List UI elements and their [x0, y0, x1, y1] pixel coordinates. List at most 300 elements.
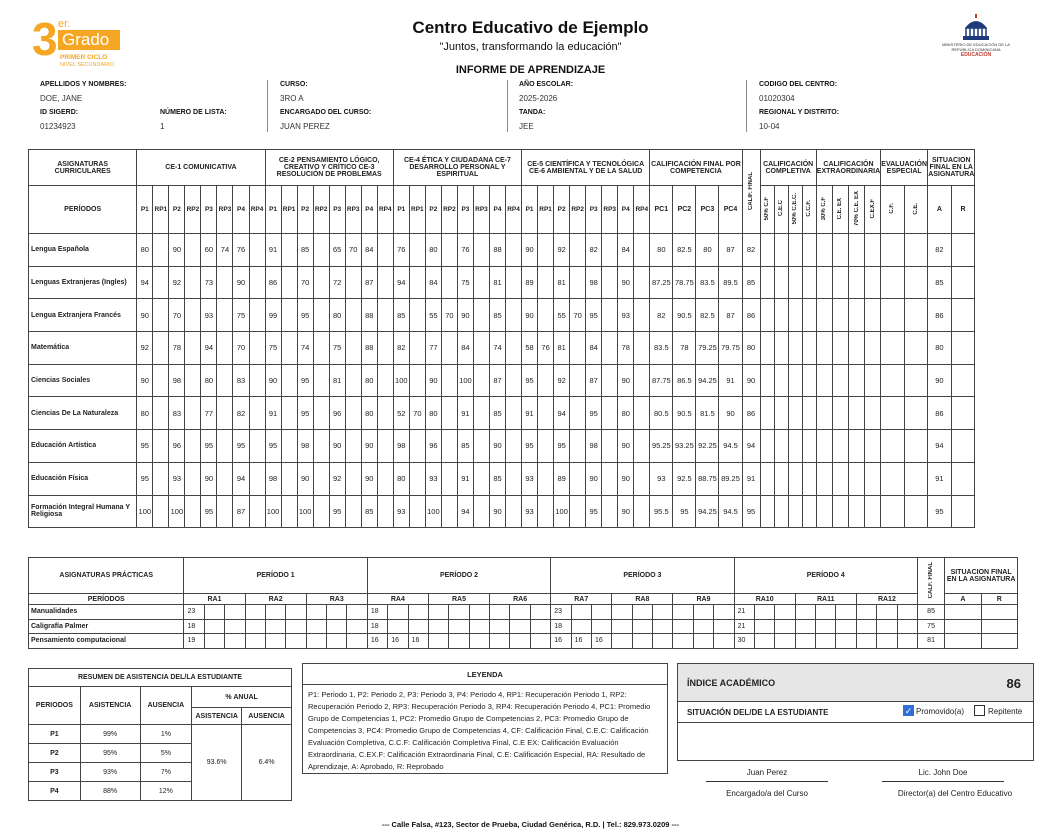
pc-cell: 82: [650, 299, 673, 332]
grade-cell: 91: [457, 397, 473, 430]
grade-cell: 94: [201, 332, 217, 365]
tutor-role: Encargado/a del Curso: [726, 789, 808, 798]
grade-cell: 100: [297, 495, 313, 528]
ra-cell: [327, 619, 347, 634]
grade-cell: 88: [361, 299, 377, 332]
ra-cell: [388, 619, 408, 634]
ra-cell: [306, 605, 326, 620]
subject-name: Lenguas Extranjeras (Ingles): [29, 266, 137, 299]
ra-cell: [571, 605, 591, 620]
empty-cell: [881, 397, 904, 430]
absence-value: 1%: [140, 725, 192, 744]
ra-cell: [591, 619, 611, 634]
grade-cell: [441, 462, 457, 495]
situation-col-header: R: [951, 186, 975, 234]
attendance-table: [28, 668, 292, 801]
practice-calf-header: [917, 558, 944, 605]
ra-cell: [775, 605, 795, 620]
grade-cell: [409, 234, 425, 267]
ra-cell: [856, 605, 876, 620]
period-col-header: P3: [329, 186, 345, 234]
grade-cell: [313, 234, 329, 267]
failed-cell: [951, 332, 975, 365]
grade-cell: 91: [522, 397, 538, 430]
pc-cell: 93.25: [673, 430, 696, 463]
student-tutor: JUAN PEREZ: [280, 122, 330, 131]
grade-cell: 80: [329, 299, 345, 332]
attendance-row: [29, 725, 292, 744]
annual-abs-header: AUSENCIA: [242, 708, 292, 725]
grade-cell: [281, 462, 297, 495]
grade-cell: 95: [297, 397, 313, 430]
grade-cell: [634, 234, 650, 267]
approved-cell: 86: [928, 299, 952, 332]
empty-cell: [848, 332, 864, 365]
grade-cell: 95: [522, 364, 538, 397]
grade-cell: 52: [393, 397, 409, 430]
grade-cell: [249, 364, 265, 397]
ra-cell: [265, 619, 285, 634]
situation-col-header: A: [928, 186, 952, 234]
grade-cell: [473, 266, 489, 299]
empty-cell: [904, 462, 927, 495]
grade-cell: [153, 462, 169, 495]
grade-cell: 60: [201, 234, 217, 267]
practice-subject-name: Manualidades: [29, 605, 184, 620]
grade-cell: 77: [201, 397, 217, 430]
grade-cell: [473, 397, 489, 430]
failed-cell: [951, 364, 975, 397]
footer-address: --- Calle Falsa, #123, Sector de Prueba, Ciudad Genérica, R.D. | Tel.: 829.973.0209 ---: [381, 820, 680, 829]
grade-cell: [281, 332, 297, 365]
grade-cell: 84: [361, 234, 377, 267]
pc-cell: 80: [650, 234, 673, 267]
repeat-checkbox[interactable]: [974, 705, 985, 716]
grade-cell: 94: [554, 397, 570, 430]
grade-cell: 76: [393, 234, 409, 267]
grade-cell: [570, 234, 586, 267]
grade-cell: 100: [169, 495, 185, 528]
ra-cell: 18: [367, 605, 387, 620]
ra-header: RA1: [184, 594, 245, 605]
complete-col-header: [788, 186, 802, 234]
special-col-header-text: C.E.: [912, 202, 919, 215]
ra-cell: [245, 619, 265, 634]
grades-row: [29, 495, 1004, 528]
ra-cell: [428, 619, 448, 634]
grade-cell: 75: [233, 299, 249, 332]
grade-cell: [281, 495, 297, 528]
ra-cell: [693, 619, 713, 634]
empty-cell: [832, 462, 848, 495]
empty-cell: [865, 495, 881, 528]
grade-cell: [313, 266, 329, 299]
situation-row: [678, 702, 1033, 723]
pc-cell: 92.25: [696, 430, 719, 463]
empty-cell: [832, 495, 848, 528]
grade-cell: [217, 332, 233, 365]
pc-cell: 79.75: [719, 332, 742, 365]
ra-header: RA7: [551, 594, 612, 605]
grade-cell: 89: [554, 462, 570, 495]
pc-cell: 89.25: [719, 462, 742, 495]
grade-cell: 76: [538, 332, 554, 365]
grade-cell: 85: [489, 462, 505, 495]
grade-level: NIVEL SECUNDARIO: [60, 62, 114, 68]
extra-col-header: [832, 186, 848, 234]
grade-cell: [538, 364, 554, 397]
calif-final-header-text: CALIF. FINAL: [748, 171, 755, 210]
failed-cell: [951, 266, 975, 299]
grade-cell: [506, 266, 522, 299]
grade-cell: [570, 364, 586, 397]
empty-cell: [774, 234, 788, 267]
grade-cell: [602, 364, 618, 397]
practice-row: [29, 605, 1018, 620]
grade-cell: 95: [297, 299, 313, 332]
ra-cell: [327, 605, 347, 620]
grade-cell: [153, 495, 169, 528]
grade-cell: [281, 299, 297, 332]
ra-cell: [632, 605, 652, 620]
grade-cell: 90: [233, 266, 249, 299]
grade-cell: 100: [393, 364, 409, 397]
grade-cell: [345, 299, 361, 332]
empty-cell: [760, 462, 774, 495]
empty-cell: [774, 397, 788, 430]
situation-label: SITUACIÓN DEL/DE LA ESTUDIANTE: [687, 708, 829, 717]
grade-cell: [506, 430, 522, 463]
complete-col-header-text: C.E.C: [778, 200, 785, 217]
grade-cell: [345, 495, 361, 528]
extra-col-header: [865, 186, 881, 234]
grade-cell: 95: [586, 397, 602, 430]
empty-cell: [881, 495, 904, 528]
period-col-header: RP1: [281, 186, 297, 234]
grade-cell: [313, 364, 329, 397]
director-role: Director(a) del Centro Educativo: [897, 789, 1013, 798]
ra-cell: 19: [184, 634, 204, 649]
ra-cell: [754, 605, 774, 620]
approved-cell: 91: [928, 462, 952, 495]
ce47-header: CE-4 ÉTICA Y CIUDADANA CE-7 DESARROLLO PERSONAL Y ESPIRITUAL: [393, 150, 521, 186]
period-col-header: RP4: [377, 186, 393, 234]
ce23-header: CE-2 PENSAMIENTO LÓGICO, CREATIVO Y CRÍTICO CE-3 RESOLUCIÓN DE PROBLEMAS: [265, 150, 393, 186]
empty-cell: [774, 299, 788, 332]
grade-cell: [506, 234, 522, 267]
practice-period-header: PERÍODO 2: [367, 558, 550, 594]
empty-cell: [760, 266, 774, 299]
ra-cell: [530, 634, 550, 649]
empty-cell: [904, 364, 927, 397]
empty-cell: [802, 397, 816, 430]
report-title: INFORME DE APRENDIZAJE: [455, 64, 606, 76]
practice-situation-col: R: [981, 594, 1017, 605]
attendance-value: 95%: [80, 744, 140, 763]
grade-cell: 70: [297, 266, 313, 299]
empty-cell: [848, 397, 864, 430]
empty-cell: [802, 266, 816, 299]
subject-name: Formación Integral Humana Y Religiosa: [29, 495, 137, 528]
ra-cell: [469, 634, 489, 649]
empty-cell: [774, 332, 788, 365]
absence-value: 7%: [140, 763, 192, 782]
grade-cell: [313, 332, 329, 365]
grade-cell: 65: [329, 234, 345, 267]
practice-cf-cell: 85: [917, 605, 944, 620]
annual-att-header: ASISTENCIA: [192, 708, 242, 725]
ce1-header: CE-1 COMUNICATIVA: [137, 150, 265, 186]
ra-cell: [286, 605, 306, 620]
practice-calf-header-text: CALF. FINAL: [928, 561, 935, 599]
ra-cell: 18: [184, 619, 204, 634]
grade-cell: 76: [233, 234, 249, 267]
ra-cell: [245, 634, 265, 649]
ra-cell: [510, 619, 530, 634]
grade-cell: [345, 364, 361, 397]
ra-header: RA4: [367, 594, 428, 605]
ra-cell: [714, 605, 734, 620]
grade-cell: [634, 332, 650, 365]
ra-cell: [428, 605, 448, 620]
grade-cell: [506, 495, 522, 528]
grade-cell: [409, 332, 425, 365]
ra-cell: 23: [184, 605, 204, 620]
ra-cell: [428, 634, 448, 649]
absence-value: 12%: [140, 782, 192, 801]
grade-cell: [185, 299, 201, 332]
ra-cell: [530, 605, 550, 620]
grade-cell: [602, 332, 618, 365]
empty-cell: [881, 332, 904, 365]
practice-subjects-header: ASIGNATURAS PRÁCTICAS: [29, 558, 184, 594]
grade-cell: 85: [297, 234, 313, 267]
grade-cell: 80: [201, 364, 217, 397]
grade-cell: 92: [554, 234, 570, 267]
grade-cell: 94: [233, 462, 249, 495]
grade-cell: 80: [425, 397, 441, 430]
ra-header: RA9: [673, 594, 734, 605]
ra-cell: [225, 634, 245, 649]
grade-cell: 55: [425, 299, 441, 332]
grade-cell: 84: [425, 266, 441, 299]
grades-row: [29, 299, 1004, 332]
grade-cell: 93: [425, 462, 441, 495]
grade-cell: [377, 364, 393, 397]
period-col-header: RP4: [506, 186, 522, 234]
attendance-value: 93%: [80, 763, 140, 782]
grade-cell: 80: [618, 397, 634, 430]
grade-cell: [538, 462, 554, 495]
period-col-header: RP3: [217, 186, 233, 234]
ra-cell: [836, 634, 856, 649]
grade-cell: 95: [201, 430, 217, 463]
period-col-header: RP2: [185, 186, 201, 234]
grade-cell: 73: [201, 266, 217, 299]
empty-cell: [832, 299, 848, 332]
grade-cell: [249, 332, 265, 365]
ra-cell: [897, 605, 917, 620]
period-col-header: P4: [361, 186, 377, 234]
ra-cell: [204, 619, 224, 634]
grade-cell: 90: [329, 430, 345, 463]
pc-cell: 86.5: [673, 364, 696, 397]
empty-cell: [881, 299, 904, 332]
empty-cell: [848, 462, 864, 495]
ra-cell: [347, 634, 367, 649]
grade-cell: [473, 299, 489, 332]
final-competency-header: CALIFICACIÓN FINAL POR COMPETENCIA: [650, 150, 742, 186]
ra-cell: [653, 634, 673, 649]
grade-cell: 95: [586, 299, 602, 332]
ra-cell: [795, 605, 815, 620]
school-year: 2025-2026: [519, 94, 558, 103]
repeat-label: Repitente: [988, 707, 1023, 716]
attendance-value: 88%: [80, 782, 140, 801]
region-district: 10-04: [759, 122, 780, 131]
grade-cell: [441, 234, 457, 267]
ra-cell: [632, 619, 652, 634]
grade-cell: 90: [425, 364, 441, 397]
practice-situation-header: SITUACION FINAL EN LA ASIGNATURA: [945, 558, 1018, 594]
practice-failed-cell: [981, 619, 1017, 634]
annual-absence: 6.4%: [242, 725, 292, 801]
period-col-header: RP4: [249, 186, 265, 234]
pc-col-header: PC2: [673, 186, 696, 234]
pc-cell: 89.5: [719, 266, 742, 299]
grade-cell: 95: [137, 462, 153, 495]
complete-col-header-text: C.C.F.: [806, 200, 813, 217]
grade-cell: 95: [554, 430, 570, 463]
ministry-text: EDUCACIÓN: [960, 52, 992, 58]
grade-cell: 81: [489, 266, 505, 299]
grade-cell: 78: [618, 332, 634, 365]
promoted-checkbox[interactable]: ✓: [904, 706, 913, 716]
ra-cell: [856, 619, 876, 634]
grade-cell: [473, 234, 489, 267]
grade-cell: 72: [329, 266, 345, 299]
empty-cell: [788, 462, 802, 495]
pc-cell: 94.5: [719, 495, 742, 528]
grade-cell: 100: [457, 364, 473, 397]
approved-cell: 86: [928, 397, 952, 430]
grade-cell: 87: [489, 364, 505, 397]
empty-cell: [848, 364, 864, 397]
ra-cell: 18: [367, 619, 387, 634]
grade-cell: [634, 495, 650, 528]
grade-cell: [506, 332, 522, 365]
grade-cell: 74: [489, 332, 505, 365]
center-code: 01020304: [759, 94, 795, 103]
grade-cell: 80: [393, 462, 409, 495]
extra-col-header-text: C.EX.F: [869, 198, 876, 219]
student-course: 3RO A: [280, 94, 304, 103]
practice-table: [28, 557, 1018, 649]
grade-cell: [185, 234, 201, 267]
attendance-period: P3: [29, 763, 81, 782]
grades-row: [29, 430, 1004, 463]
period-col-header: P3: [457, 186, 473, 234]
empty-cell: [865, 266, 881, 299]
grade-cell: 95: [586, 495, 602, 528]
grade-cell: 93: [522, 462, 538, 495]
empty-cell: [802, 364, 816, 397]
empty-cell: [774, 462, 788, 495]
pc-cell: 79.25: [696, 332, 719, 365]
grade-cell: [281, 266, 297, 299]
grade-cell: [602, 266, 618, 299]
ra-cell: [490, 634, 510, 649]
grade-cell: [377, 462, 393, 495]
grade-cell: 83: [233, 364, 249, 397]
subjects-header: ASIGNATURAS CURRICULARES: [29, 150, 137, 186]
grade-cell: [538, 234, 554, 267]
ra-cell: [204, 634, 224, 649]
grade-cell: 95: [137, 430, 153, 463]
subject-name: Ciencias De La Naturaleza: [29, 397, 137, 430]
grade-cell: [249, 462, 265, 495]
grade-cell: [153, 364, 169, 397]
empty-cell: [848, 299, 864, 332]
grade-cell: 82: [586, 234, 602, 267]
empty-cell: [865, 430, 881, 463]
empty-cell: [816, 364, 832, 397]
grade-cell: 98: [586, 430, 602, 463]
pc-cell: 80: [696, 234, 719, 267]
complete-col-header: [802, 186, 816, 234]
grade-cell: [570, 495, 586, 528]
grade-cell: 85: [489, 397, 505, 430]
empty-cell: [816, 397, 832, 430]
grade-cell: 83: [169, 397, 185, 430]
grade-cell: 77: [425, 332, 441, 365]
grade-cell: [473, 332, 489, 365]
calif-final-cell: 95: [742, 495, 760, 528]
grade-cell: [217, 495, 233, 528]
complete-col-header-text: 50% C.F: [764, 196, 771, 221]
grade-cell: [538, 299, 554, 332]
pc-cell: 91: [719, 364, 742, 397]
empty-cell: [816, 430, 832, 463]
ra-header: RA8: [612, 594, 673, 605]
ministry-seal-icon: [959, 14, 993, 42]
period-col-header: P4: [489, 186, 505, 234]
empty-cell: [904, 430, 927, 463]
grade-cell: [473, 430, 489, 463]
ra-cell: [673, 619, 693, 634]
grade-cell: [377, 430, 393, 463]
ra-cell: [306, 619, 326, 634]
grade-cell: 70: [570, 299, 586, 332]
ra-header: RA10: [734, 594, 795, 605]
grade-cell: 84: [618, 234, 634, 267]
grade-cell: 93: [393, 495, 409, 528]
grade-cell: 70: [169, 299, 185, 332]
calif-final-cell: 80: [742, 332, 760, 365]
grade-cell: 90: [137, 364, 153, 397]
grade-cell: 75: [457, 266, 473, 299]
empty-cell: [774, 430, 788, 463]
ra-cell: [795, 634, 815, 649]
empty-cell: [832, 234, 848, 267]
grade-cell: [345, 332, 361, 365]
grade-cell: [249, 397, 265, 430]
calif-final-cell: 90: [742, 364, 760, 397]
situation-header: SITUACION FINAL EN LA ASIGNATURA: [928, 150, 975, 186]
empty-cell: [848, 266, 864, 299]
grade-cell: [249, 266, 265, 299]
grade-cell: 93: [201, 299, 217, 332]
